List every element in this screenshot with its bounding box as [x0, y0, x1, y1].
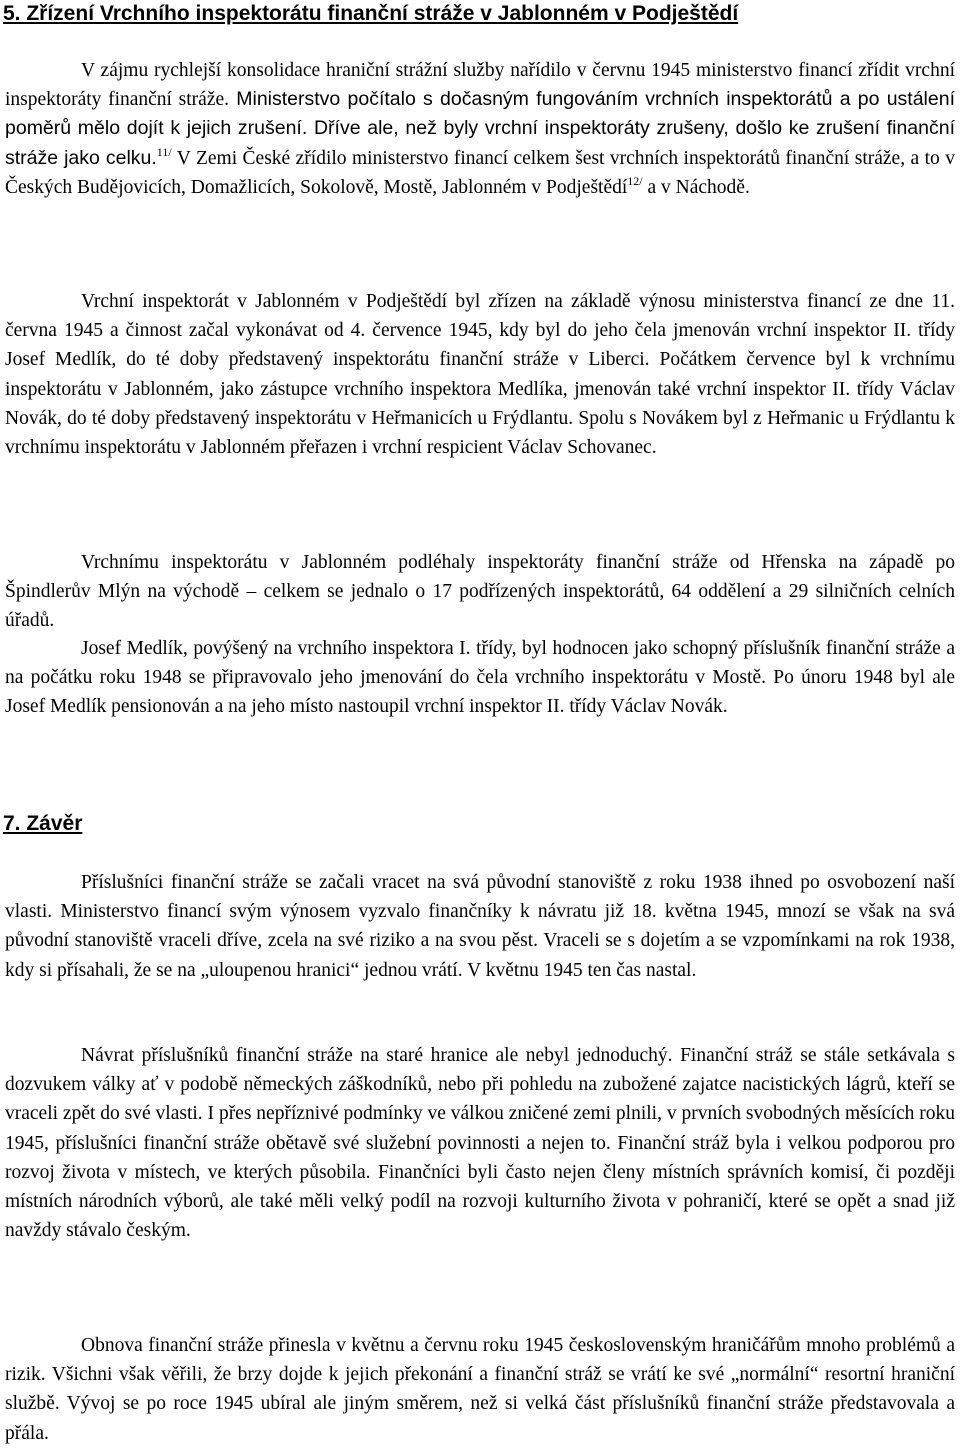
- footnote-12-marker: 12/: [627, 173, 643, 188]
- section-7-paragraph-1: Příslušníci finanční stráže se začali vracet na svá původní stanoviště z roku 1938 ihned po osvobození naší vlasti. Ministerstvo financí svým výnosem vyzvalo finančníky k návratu již 18. května 1945, mnozí se však na svá původní stanoviště vraceli dříve, zcela na své riziko a na svou pěst. Vraceli se s dojetím a se vzpomínkami na rok 1938, kdy si přísahali, že se na „uloupenou hranici“ jednou vrátí. V květnu 1945 ten čas nastal.: [5, 872, 955, 981]
- section-7-paragraph-3: Obnova finanční stráže přinesla v květnu a červnu roku 1945 československým hraničářům mnoho problémů a rizik. Všichni však věřili, že brzy dojde k jejich překonání a finanční stráž se vrátí ke své „normální“ resortní hraniční službě. Vývoj se po roce 1945 ubíral ale jiným směrem, než si velká část příslušníků finanční stráže představovala a přála.: [5, 1335, 955, 1444]
- section-5-paragraph-1: [5, 56, 955, 202]
- section-5-heading: 5. Zřízení Vrchního inspektorátu finanční stráže v Jablonném v Podještědí: [3, 2, 739, 25]
- section-5-paragraph-2: Vrchní inspektorát v Jablonném v Podještědí byl zřízen na základě výnosu ministerstva financí ze dne 11. června 1945 a činnost začal vykonávat od 4. července 1945, kdy byl do jeho čela jmenován vrchní inspektor II. třídy Josef Medlík, do té doby představený inspektorátu finanční stráže v Liberci. Počátkem července byl k vrchnímu inspektorátu v Jablonném, jako zástupce vrchního inspektora Medlíka, jmenován také vrchní inspektor II. třídy Václav Novák, do té doby představený inspektorátu v Heřmanicích u Frýdlantu. Spolu s Novákem byl z Heřmanic u Frýdlantu k vrchnímu inspektorátu v Jablonném přeřazen i vrchní respicient Václav Schovanec.: [5, 291, 955, 459]
- paragraph-1-text-d: a v Náchodě.: [642, 176, 750, 198]
- footnote-11-marker: 11/: [156, 144, 172, 159]
- section-5-paragraph-4: Josef Medlík, povýšený na vrchního inspektora I. třídy, byl hodnocen jako schopný příslušník finanční stráže a na počátku roku 1948 se připravovalo jeho jmenování do čela vrchního inspektorátu v Mostě. Po únoru 1948 byl ale Josef Medlík pensionován a na jeho místo nastoupil vrchní inspektor II. třídy Václav Novák.: [5, 638, 955, 718]
- section-7-heading: 7. Závěr: [3, 812, 83, 835]
- paragraph-1-text-c: V Zemi České zřídilo ministerstvo financí celkem šest vrchních inspektorátů finanční stráže, a to v Českých Budějovicích, Domažlicích, Sokolově, Mostě, Jablonném v Podještědí: [5, 147, 955, 198]
- paragraph-1-text-a: V zájmu rychlejší konsolidace hraniční strážní služby nařídilo v červnu 1945 ministerstvo financí zřídit vrchní inspektoráty finanční stráže.: [5, 60, 955, 111]
- section-7-paragraph-2: Návrat příslušníků finanční stráže na staré hranice ale nebyl jednoduchý. Finanční stráž se stále setkávala s dozvukem války ať v podobě německých záškodníků, nebo při pohledu na zubožené zajatce nacistických lágrů, kteří se vraceli zpět do své vlasti. I přes nepříznivé podmínky ve válkou zničené zemi plnili, v prvních svobodných měsících roku 1945, příslušníci finanční stráže obětavě své služební povinnosti a nejen to. Finanční stráž byla i velkou podporou pro rozvoj života v místech, ve kterých působila. Finančníci byli často nejen členy místních správních komisí, či později místních národních výborů, ale také měli velký podíl na rozvoji kulturního života v pohraničí, které se opět a snad již navždy stávalo českým.: [5, 1045, 955, 1242]
- section-5-paragraph-3: Vrchnímu inspektorátu v Jablonném podléhaly inspektoráty finanční stráže od Hřenska na západě po Špindlerův Mlýn na východě – celkem se jednalo o 17 podřízených inspektorátů, 64 oddělení a 29 silničních celních úřadů.: [5, 552, 955, 632]
- paragraph-1-text-b: Ministerstvo počítalo s dočasným fungováním vrchních inspektorátů a po ustálení poměrů mělo dojít k jejich zrušení. Dříve ale, než byly vrchní inspektoráty zrušeny, došlo ke zrušení finanční stráže jako celku.: [5, 88, 955, 169]
